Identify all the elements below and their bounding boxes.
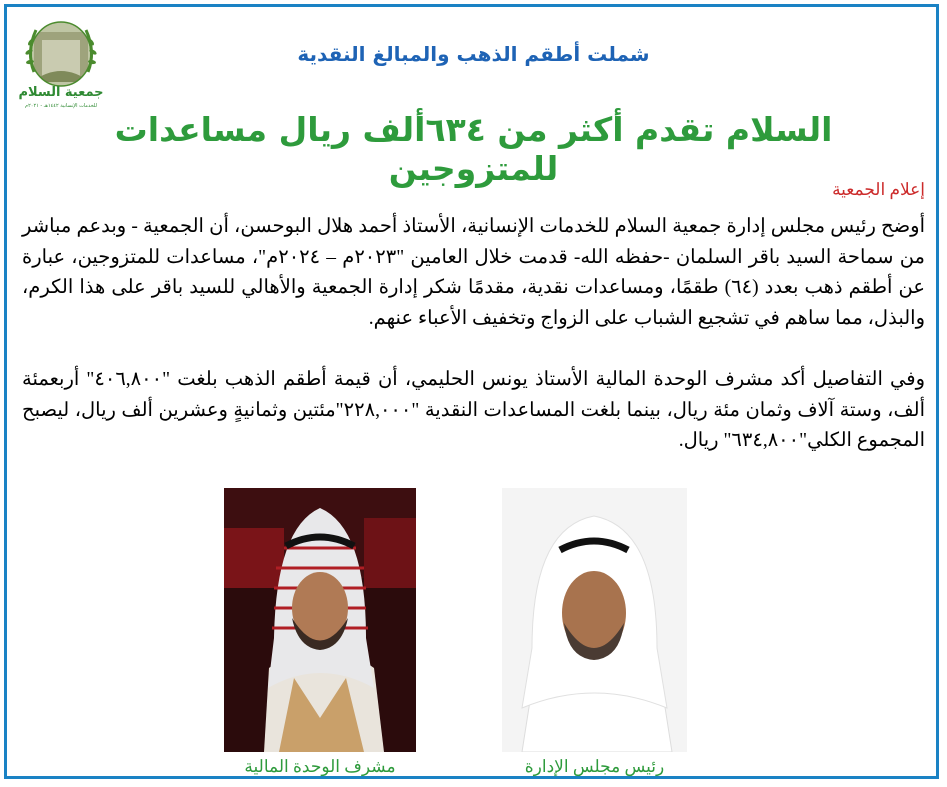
article-headline: السلام تقدم أكثر من ٦٣٤ألف ريال مساعدات للمتزوجين [114, 110, 833, 188]
article-source: إعلام الجمعية [832, 180, 925, 199]
finance-supervisor-photo [224, 488, 416, 752]
association-logo [12, 12, 110, 116]
board-chairman-photo [502, 488, 687, 752]
finance-supervisor-caption: مشرف الوحدة المالية [244, 757, 396, 776]
board-chairman-caption: رئيس مجلس الإدارة [524, 757, 665, 776]
article-paragraph-2: وفي التفاصيل أكد مشرف الوحدة المالية الأستاذ يونس الحليمي، أن قيمة أطقم الذهب بلغت "٤٠٦,٨٠٠" أربعمئة ألف، وستة آلاف وثمان مئة ريال، بينما بلغت المساعدات النقدية "٢٢٨,٠٠٠"مئتين وثمانيةٍ وعشرين ألف ريال، ليصبح المجموع الكلي"٦٣٤,٨٠٠" ريال. [22, 369, 926, 451]
logo-name: جمعية السلام [18, 85, 104, 100]
article-subtitle: شملت أطقم الذهب والمبالغ النقدية [297, 42, 650, 66]
article-paragraph-1: أوضح رئيس مجلس إدارة جمعية السلام للخدمات الإنسانية، الأستاذ أحمد هلال البوحسن، أن الجمعية - وبدعم مباشر من سماحة السيد باقر السلمان -حفظه الله- قدمت خلال العامين "٢٠٢٣م – ٢٠٢٤م"، مساعدات للمتزوجين، عبارة عن أطقم ذهب بعدد (٦٤) طقمًا، ومساعدات نقدية، مقدمًا شكر إدارة الجمعية والأهالي للسيد باقر على هذا الكرم، والبذل، مما ساهم في تشجيع الشباب على الزواج وتخفيف الأعباء عنهم. [22, 216, 926, 329]
logo-tagline: للخدمات الإنسانية ١٤٤٢هـ - ٢٠٢١م [24, 103, 98, 109]
